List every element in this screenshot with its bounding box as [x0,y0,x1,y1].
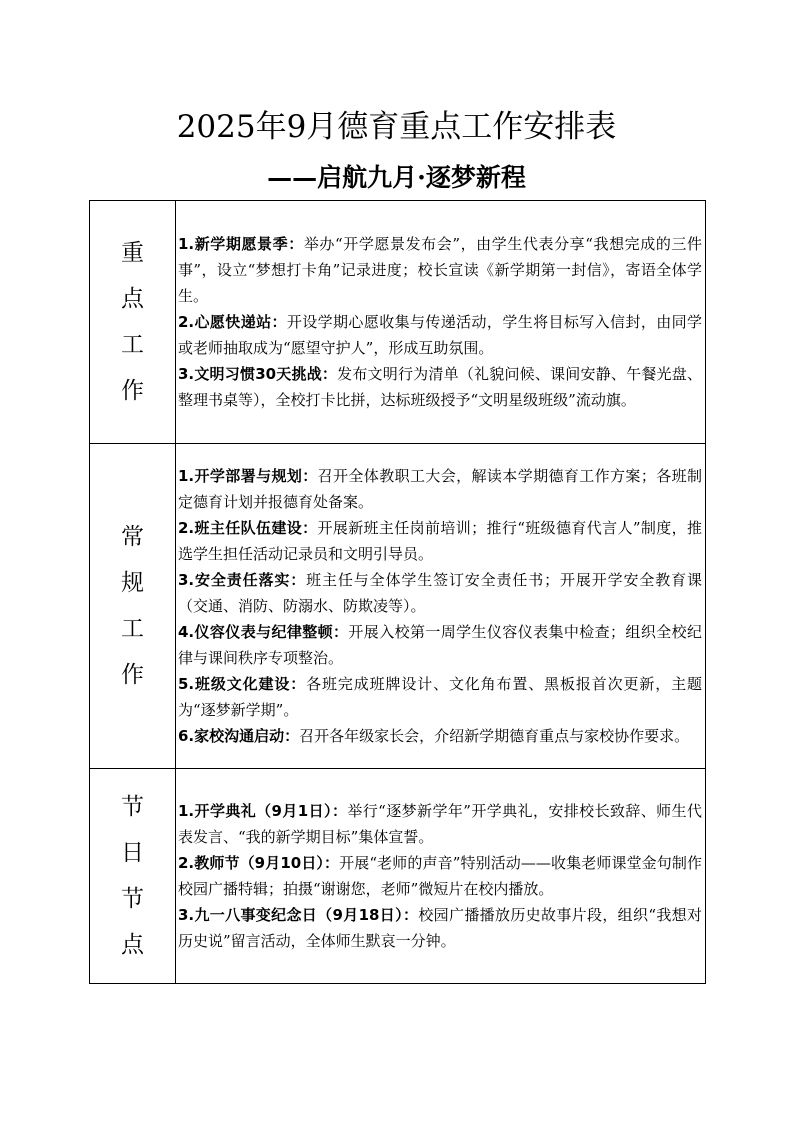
category-char: 点 [121,286,144,312]
item-label: 1.开学部署与规划： [178,467,318,485]
document-subtitle: ——启航九月·逐梦新程 [267,163,526,192]
category-char: 作 [121,378,144,404]
item-text: 开展新班主任岗前培训；推行“班级德育代言人”制度，推选学生担任活动记录员和文明引导员。 [178,519,702,563]
item-text: 发布文明行为清单（礼貌问候、课间安静、午餐光盘、整理书桌等），全校打卡比拼，达标班级授予“文明星级班级”流动旗。 [178,365,702,409]
category-cell [90,444,176,769]
category-cell [90,769,176,984]
document-title: 2025年9月德育重点工作安排表 [176,109,617,145]
items-cell [176,201,706,444]
item-label: 3.九一八事变纪念日（9月18日）： [178,906,419,924]
item-label: 6.家校沟通启动： [178,727,300,745]
item-text: 校园广播播放历史故事片段，组织“我想对历史说”留言活动，全体师生默哀一分钟。 [178,906,703,950]
list-item [178,902,702,954]
category-char: 规 [121,570,144,596]
category-char: 点 [121,932,144,958]
item-label: 1.新学期愿景季： [178,235,304,253]
item-text: 开展“老师的声音”特别活动——收集老师课堂金句制作校园广播特辑；拍摄“谢谢您，老师”微短片在校内播放。 [178,854,703,898]
category-cell [90,201,176,444]
items-cell [176,444,706,769]
category-char: 常 [121,524,144,550]
list-item [178,463,702,515]
item-text: 召开全体教职工大会，解读本学期德育工作方案；各班制定德育计划并报德育处备案。 [178,467,702,511]
item-text: 开展入校第一周学生仪容仪表集中检查；组织全校纪律与课间秩序专项整治。 [178,623,702,667]
item-text: 召开各年级家长会，介绍新学期德育重点与家校协作要求。 [299,727,690,745]
item-label: 5.班级文化建设： [178,675,307,693]
item-text: 开设学期心愿收集与传递活动，学生将目标写入信封，由同学或老师抽取成为“愿望守护人”，形成互助氛围。 [178,313,702,357]
list-item [178,515,702,567]
section-row-key-work [90,201,706,444]
item-label: 1.开学典礼（9月1日）： [178,802,348,820]
category-char: 重 [121,240,144,266]
items-cell [176,769,706,984]
item-label: 4.仪容仪表与纪律整顿： [178,623,349,641]
item-text: 班主任与全体学生签订安全责任书；开展开学安全教育课（交通、消防、防溺水、防欺凌等）。 [178,571,702,615]
schedule-table [89,200,706,984]
list-item [178,850,702,902]
category-char: 节 [121,886,144,912]
item-label: 2.教师节（9月10日）： [178,854,340,872]
category-char: 日 [121,840,144,866]
item-label: 2.班主任队伍建设： [178,519,318,537]
section-row-routine-work [90,444,706,769]
category-char: 作 [121,662,144,688]
item-label: 3.文明习惯30天挑战： [178,365,338,383]
section-row-festivals [90,769,706,984]
item-text: 举办“开学愿景发布会”，由学生代表分享“我想完成的三件事”，设立“梦想打卡角”记录进度；校长宣读《新学期第一封信》，寄语全体学生。 [178,235,702,305]
item-label: 2.心愿快递站： [178,313,287,331]
list-item [178,231,702,309]
category-char: 工 [121,616,144,642]
list-item [178,361,702,413]
item-label: 3.安全责任落实： [178,571,307,589]
list-item [178,798,702,850]
category-char: 节 [121,794,144,820]
category-char: 工 [121,332,144,358]
list-item [178,309,702,361]
item-text: 举行“逐梦新学年”开学典礼，安排校长致辞、师生代表发言、“我的新学期目标”集体宣誓。 [178,802,702,846]
list-item [178,671,702,723]
item-text: 各班完成班牌设计、文化角布置、黑板报首次更新，主题为“逐梦新学期”。 [178,675,702,719]
list-item [178,723,702,749]
list-item [178,619,702,671]
list-item [178,567,702,619]
